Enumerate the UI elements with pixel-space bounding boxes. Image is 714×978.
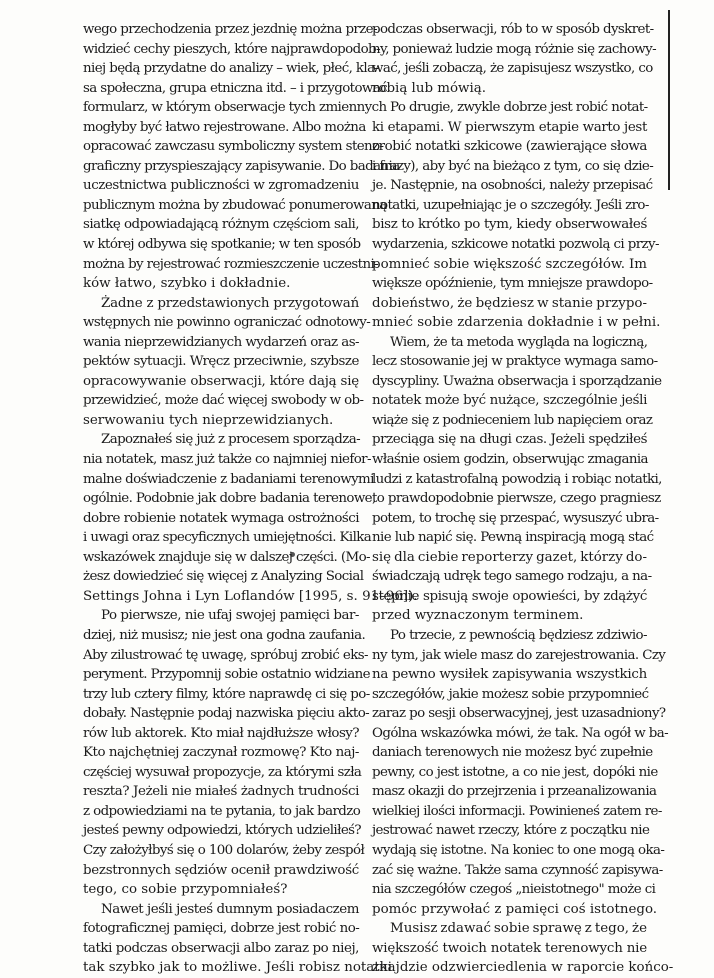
text-line: pektów sytuacji. Wręcz przeciwnie, szybsze: [83, 354, 359, 370]
text-line: i frazy), aby być na bieżąco z tym, co się dzie-: [372, 158, 654, 174]
text-line: Po pierwsze, nie ufaj swojej pamięci bar-: [101, 608, 359, 624]
text-line: Nawet jeśli jesteś dumnym posiadaczem: [101, 901, 359, 917]
text-line: tak szybko jak to możliwe. Jeśli robisz notatki: [83, 960, 393, 976]
text-line: publicznym można by zbudować ponumerowaną: [83, 197, 387, 213]
text-line: bisz to krótko po tym, kiedy obserwowałeś: [372, 217, 647, 233]
text-line: rów lub aktorek. Kto miał najdłuższe włosy?: [83, 725, 359, 741]
text-line: opracować zawczasu symboliczny system steno-: [83, 139, 384, 155]
text-line: to prawdopodobnie pierwsze, czego pragniesz: [372, 491, 661, 507]
text-line: je. Następnie, na osobności, należy przepisać: [372, 178, 653, 194]
text-line: częściej wysuwał propozycje, za którymi szła: [83, 764, 362, 780]
text-line: ków łatwo, szybko i dokładnie.: [83, 276, 291, 292]
text-line: z odpowiedziami na te pytania, to jak bardzo: [83, 803, 361, 819]
text-line: bezstronnych sędziów ocenił prawdziwość: [83, 862, 359, 878]
text-line: opracowywanie obserwacji, które dają się: [83, 373, 359, 389]
text-line: wego przechodzenia przez jezdnię można prze-: [83, 22, 377, 37]
text-line: znajdzie odzwierciedlenia w raporcie końco-: [372, 960, 674, 976]
text-line: żesz dowiedzieć się więcej z Analyzing Social: [83, 569, 364, 585]
text-line: malne doświadczenie z badaniami terenowymi: [83, 471, 374, 487]
text-line: serwowaniu tych nieprzewidzianych.: [83, 412, 334, 428]
text-line: Żadne z przedstawionych przygotowań: [101, 295, 359, 311]
text-line: ludzi z katastrofalną powodzią i robiąc notatki,: [372, 471, 662, 487]
text-line: robią lub mówią.: [372, 80, 487, 96]
text-line: Kto najchętniej zaczynał rozmowę? Kto naj-: [83, 745, 359, 761]
text-line: pomnieć sobie większość szczegółów. Im: [372, 256, 647, 272]
page-edge-rule: [668, 10, 670, 190]
right-text-column: [372, 20, 674, 978]
text-line: wać, jeśli zobaczą, że zapisujesz wszystko, co: [372, 61, 653, 77]
text-line: tego, co sobie przypomniałeś?: [83, 882, 288, 898]
text-line: Settings Johna i Lyn Loflandów [1995, s. 91–96]).: [83, 588, 418, 604]
text-line: zaraz po sesji obserwacyjnej, jest uzasadniony?: [372, 706, 666, 722]
text-line: reszta? Jeżeli nie miałeś żadnych trudności: [83, 784, 359, 800]
text-line: wielkiej ilości informacji. Powinieneś zatem re-: [372, 803, 662, 819]
text-line: wania nieprzewidzianych wydarzeń oraz as-: [83, 334, 359, 350]
text-line: tatki podczas obserwacji albo zaraz po niej,: [83, 940, 359, 956]
text-line: ogólnie. Podobnie jak dobre badania terenowe,: [83, 491, 376, 507]
text-line: przeciąga się na długi czas. Jeżeli spędziłeś: [372, 432, 647, 448]
text-line: większość twoich notatek terenowych nie: [372, 940, 648, 956]
text-line: Musisz zdawać sobie sprawę z tego, że: [390, 921, 647, 937]
text-line: niej będą przydatne do analizy – wiek, płeć, kla-: [83, 61, 379, 77]
text-line: wskazówek znajduje się w dalszej części. (Mo-: [83, 549, 370, 565]
text-line: lecz stosowanie jej w praktyce wymaga samo-: [372, 354, 658, 370]
text-line: właśnie osiem godzin, obserwując zmagania: [372, 452, 648, 468]
text-line: dyscypliny. Uważna obserwacja i sporządzanie: [372, 373, 662, 389]
text-line: ny tym, jak wiele masz do zarejestrowania. Czy: [372, 647, 666, 663]
text-line: masz okazji do przejrzenia i przeanalizowania: [372, 784, 657, 800]
text-line: Czy założyłbyś się o 100 dolarów, żeby zespół: [83, 842, 365, 858]
text-line: nia notatek, masz już także co najmniej niefor-: [83, 452, 371, 468]
text-line: Aby zilustrować tę uwagę, spróbuj zrobić eks-: [83, 647, 368, 663]
text-line: sa społeczna, grupa etniczna itd. – i przygotować: [83, 80, 388, 96]
text-line: nie lub napić się. Pewną inspiracją mogą stać: [372, 530, 654, 546]
text-line: przewidzieć, może dać więcej swobody w ob-: [83, 393, 364, 409]
text-line: nia szczegółów czegoś „nieistotnego" może ci: [372, 882, 656, 898]
text-line: trzy lub cztery filmy, które naprawdę ci się po-: [83, 686, 370, 702]
text-line: na pewno wysiłek zapisywania wszystkich: [372, 667, 647, 683]
text-line: szczegółów, jakie możesz sobie przypomnieć: [372, 686, 649, 702]
text-line: dobre robienie notatek wymaga ostrożności: [83, 510, 359, 526]
text-line: wstępnych nie powinno ograniczać odnotowy-: [83, 315, 371, 331]
text-line: stępnie spisują swoje opowieści, by zdążyć: [372, 588, 647, 604]
left-text-column: [83, 20, 418, 978]
text-line: jestrować nawet rzeczy, które z początku nie: [372, 823, 650, 839]
text-line: się dla ciebie reporterzy gazet, którzy do-: [372, 549, 647, 565]
text-line: pewny, co jest istotne, a co nie jest, dopóki nie: [372, 764, 658, 780]
text-line: i uwagi oraz specyficznych umiejętności. Kilka: [83, 530, 372, 546]
text-line: przed wyznaczonym terminem.: [372, 608, 584, 624]
text-line: fotograficznej pamięci, dobrze jest robić no-: [83, 921, 360, 937]
text-line: ny, ponieważ ludzie mogą różnie się zachowy-: [372, 41, 657, 57]
text-line: zrobić notatki szkicowe (zawierające słowa: [372, 139, 648, 155]
text-line: Po trzecie, z pewnością będziesz zdziwio-: [390, 627, 647, 643]
text-line: wydają się istotne. Na koniec to one mogą oka-: [372, 842, 665, 858]
text-line: siatkę odpowiadającą różnym częściom sali,: [83, 217, 359, 233]
text-line: podczas obserwacji, rób to w sposób dyskret-: [372, 22, 654, 37]
text-line: mogłyby być łatwo rejestrowane. Albo można: [83, 119, 366, 135]
text-line: formularz, w którym obserwacje tych zmiennych: [83, 100, 387, 116]
text-line: pomóc przywołać z pamięci coś istotnego.: [372, 901, 658, 917]
text-line: można by rejestrować rozmieszczenie uczestni-: [83, 256, 379, 272]
text-line: jesteś pewny odpowiedzi, których udzieliłeś?: [83, 823, 361, 839]
text-line: w której odbywa się spotkanie; w ten sposób: [83, 237, 361, 253]
text-line: graficzny przyspieszający zapisywanie. Do badania: [83, 158, 400, 174]
text-line: świadczają udręk tego samego rodzaju, a na-: [372, 569, 652, 585]
text-line: daniach terenowych nie możesz być zupełnie: [372, 745, 653, 761]
text-line: Zapoznałeś się już z procesem sporządza-: [101, 432, 361, 448]
text-line: uczestnictwa publiczności w zgromadzeniu: [83, 178, 359, 194]
text-line: dobały. Następnie podaj nazwiska pięciu akto-: [83, 706, 370, 722]
text-line: Po drugie, zwykle dobrze jest robić notat-: [390, 100, 648, 116]
text-line: mnieć sobie zdarzenia dokładnie i w pełni.: [372, 315, 661, 331]
text-line: Ogólna wskazówka mówi, że tak. Na ogół w ba-: [372, 725, 669, 741]
text-line: Wiem, że ta metoda wygląda na logiczną,: [390, 334, 648, 350]
text-line: peryment. Przypomnij sobie ostatnio widziane: [83, 667, 370, 683]
text-line: większe opóźnienie, tym mniejsze prawdopo-: [372, 276, 653, 292]
text-line: ki etapami. W pierwszym etapie warto jest: [372, 119, 647, 135]
text-line: notatek może być nużące, szczególnie jeśli: [372, 393, 647, 409]
text-line: dobieństwo, że będziesz w stanie przypo-: [372, 295, 647, 311]
text-line: notatki, uzupełniając je o szczegóły. Jeśli zro-: [372, 197, 649, 213]
text-line: widzieć cechy pieszych, które najprawdopodob-: [83, 41, 380, 57]
text-line: potem, to trochę się przespać, wysuszyć ubra-: [372, 510, 659, 526]
text-line: dziej, niż musisz; nie jest ona godna zaufania.: [83, 627, 366, 643]
text-line: wydarzenia, szkicowe notatki pozwolą ci przy-: [372, 237, 659, 253]
text-line: zać się ważne. Także sama czynność zapisywa-: [372, 862, 663, 878]
text-line: wiąże się z podnieceniem lub napięciem oraz: [372, 412, 653, 428]
